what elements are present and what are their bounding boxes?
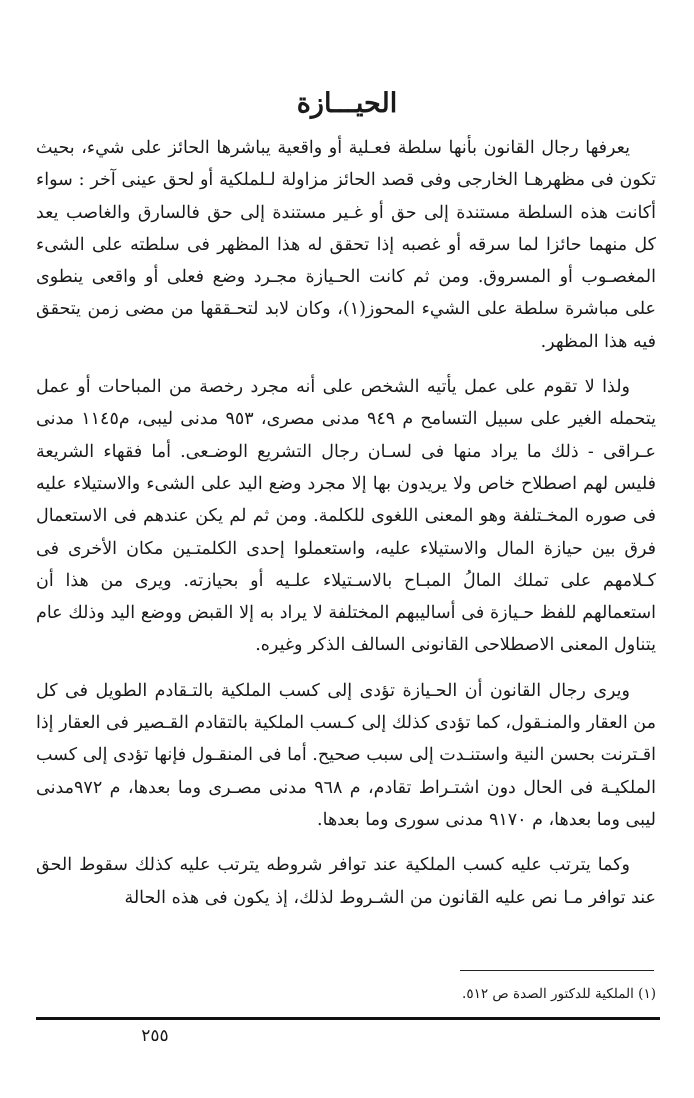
footnote: (١) الملكية للدكتور الصدة ص ٥١٢. bbox=[462, 986, 656, 1002]
page-number: ٢٥٥ bbox=[141, 1026, 169, 1046]
paragraph-4: وكما يترتب عليه كسب الملكية عند توافر شروطه يترتب عليه كذلك سقوط الحق عند توافر مـا نص عليه القانون من الشـروط لذلك، إذ يكون فى هذه الحالة bbox=[36, 855, 656, 908]
paragraph-1: يعرفها رجال القانون بأنها سلطة فعـلية أو واقعية يباشرها الحائز على شيء، بحيث تكون فى مظهرهـا الخارجى وفى قصد الحائز مزاولة لـلملكية أو لحق عينى آخر : سواء أكانت هذه السلطة مستندة إلى حق أو غـير مستندة إلى حق فالسارق والغاصب يعد كل منهما حائزا لما سرقه أو غصبه إذا تحقق له هذا المظهر فى سلطته على الشىء المغصـوب أو المسروق. ومن ثم كانت الحـيازة مجـرد وضع فعلى أو واقعى ينطوى على مباشرة سلطة على الشيء المحوز(١)، وكان لابد لتحـققها من مضى زمن يتحقق فيه هذا المظهر. bbox=[36, 138, 656, 352]
body-text bbox=[36, 132, 656, 927]
paragraph-2: ولذا لا تقوم على عمل يأتيه الشخص على أنه مجرد رخصة من المباحات أو عمل يتحمله الغير على سبيل التسامح م ٩٤٩ مدنى مصرى، ٩٥٣ مدنى ليبى، م١١٤٥ مدنى عـراقى - ذلك ما يراد منها فى لسـان رجال التشريع الوضـعى. أما فقهاء الشريعة فليس لهم اصطلاح خاص ولا يريدون بها إلا مجرد وضع اليد على الشىء والاستيلاء عليه فى صوره المخـتلفة وهو المعنى اللغوى للكلمة. ومن ثم لم يكن عندهم فى الاستعمال فرق بين حيازة المال والاستيلاء عليه، واستعملوا إحدى الكلمتـين مكان الأخرى فى كـلامهم على تملك المالُ المبـاح بالاسـتيلاء علـيه أو بحيازته. ويرى من هذا أن استعمالهم للفظ حـيازة فى أساليبهم المختلفة لا يراد به إلا القبض ووضع اليد وذلك عام يتناول المعنى الاصطلاحى القانونى السالف الذكر وغيره. bbox=[36, 377, 656, 656]
page-bottom-rule bbox=[36, 1017, 660, 1020]
footnote-divider bbox=[460, 970, 654, 971]
paragraph-3: ويرى رجال القانون أن الحـيازة تؤدى إلى كسب الملكية بالتـقادم الطويل فى كل من العقار والمنـقول، كما تؤدى كذلك إلى كـسب الملكية بالتقادم القـصير فى العقار إذا اقـترنت بحسن النية واستنـدت إلى سبب صحيح. أما فى المنقـول فإنها تؤدى إلى كسب الملكيـة فى الحال دون اشتـراط تقادم، م ٩٦٨ مدنى مصـرى وما بعدها، م ٩٧٢مدنى ليبى وما بعدها، م ٩١٧٠ مدنى سورى وما بعدها. bbox=[36, 680, 657, 830]
page-title: الحيـــازة bbox=[296, 88, 398, 119]
